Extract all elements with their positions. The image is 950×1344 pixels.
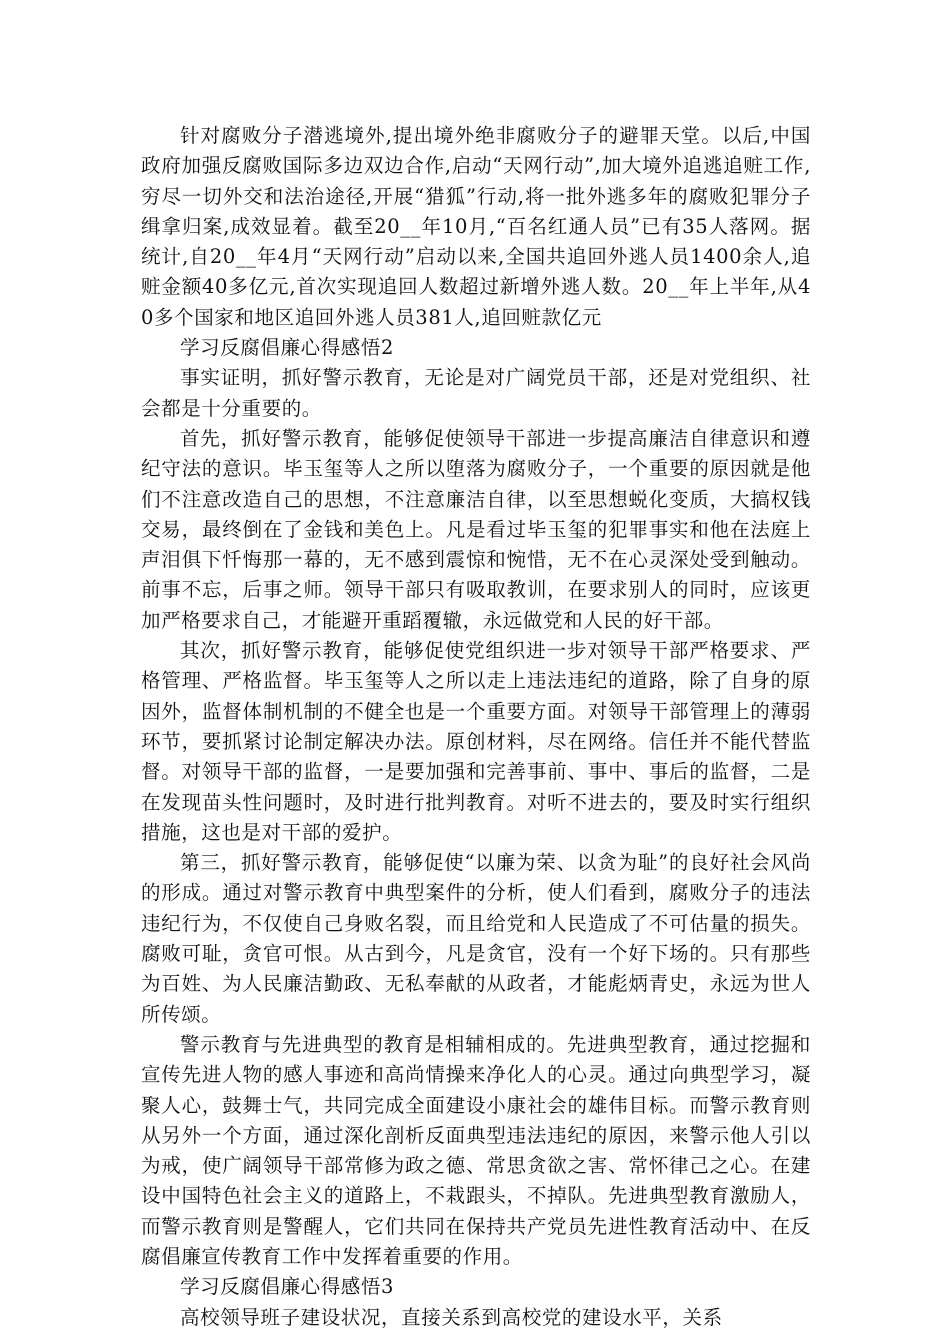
section-heading-2: 学习反腐倡廉心得感悟2 — [180, 336, 395, 360]
document-body — [141, 121, 811, 1333]
paragraph-university-leadership: 高校领导班子建设状况，直接关系到高校党的建设水平，关系 — [180, 1305, 723, 1329]
section-heading-3: 学习反腐倡廉心得感悟3 — [180, 1275, 395, 1299]
paragraph-second: 其次，抓好警示教育，能够促使党组织进一步对领导干部严格要求、严格管理、严格监督。毕玉玺等人之所以走上违法违纪的道路，除了自身的原因外，监督体制机制的不健全也是一个重要方面。对领导干部管理上的薄弱环节，要抓紧讨论制定解决办法。原创材料，尽在网络。信任并不能代替监督。对领导干部的监督，一是要加强和完善事前、事中、事后的监督，二是在发现苗头性问题时，及时进行批判教育。对听不进去的，要及时实行组织措施，这也是对干部的爱护。 — [141, 639, 811, 844]
paragraph-third: 第三，抓好警示教育，能够促使“以廉为荣、以贪为耻”的良好社会风尚的形成。通过对警示教育中典型案件的分析，使人们看到，腐败分子的违法违纪行为，不仅使自己身败名裂，而且给党和人民造成了不可估量的损失。腐败可耻，贪官可恨。从古到今，凡是贪官，没有一个好下场的。只有那些为百姓、为人民廉洁勤政、无私奉献的从政者，才能彪炳青史，永远为世人所传颂。 — [141, 851, 811, 1026]
paragraph-first: 首先，抓好警示教育，能够促使领导干部进一步提高廉洁自律意识和遵纪守法的意识。毕玉玺等人之所以堕落为腐败分子，一个重要的原因就是他们不注意改造自己的思想，不注意廉洁自律，以至思想蜕化变质，大搞权钱交易，最终倒在了金钱和美色上。凡是看过毕玉玺的犯罪事实和他在法庭上声泪俱下忏悔那一幕的，无不感到震惊和惋惜，无不在心灵深处受到触动。前事不忘，后事之师。领导干部只有吸取教训，在要求别人的同时，应该更加严格要求自己，才能避开重蹈覆辙，永远做党和人民的好干部。 — [141, 426, 811, 632]
paragraph-warning-education: 警示教育与先进典型的教育是相辅相成的。先进典型教育，通过挖掘和宣传先进人物的感人事迹和高尚情操来净化人的心灵。通过向典型学习，凝聚人心，鼓舞士气，共同完成全面建设小康社会的雄伟目标。而警示教育则从另外一个方面，通过深化剖析反面典型违法违纪的原因，来警示他人引以为戒，使广阔领导干部常修为政之德、常思贪欲之害、常怀律己之心。在建设中国特色社会主义的道路上，不栽跟头，不掉队。先进典型教育激励人，而警示教育则是警醒人，它们共同在保持共产党员先进性教育活动中、在反腐倡廉宣传教育工作中发挥着重要的作用。 — [141, 1032, 811, 1268]
paragraph-facts-prove: 事实证明，抓好警示教育，无论是对广阔党员干部，还是对党组织、社会都是十分重要的。 — [141, 366, 811, 420]
paragraph-overseas-fugitives: 针对腐败分子潜逃境外,提出境外绝非腐败分子的避罪天堂。以后,中国政府加强反腐败国际多边双边合作,启动“天网行动”,加大境外追逃追赃工作,穷尽一切外交和法治途径,开展“猎狐”行动,将一批外逃多年的腐败犯罪分子缉拿归案,成效显着。截至20__年10月,“百名红通人员”已有35人落网。据统计,自20__年4月“天网行动”启动以来,全国共追回外逃人员1400余人,追赃金额40多亿元,首次实现追回人数超过新增外逃人数。20__年上半年,从40多个国家和地区追回外逃人员381人,追回赃款亿元 — [141, 124, 811, 329]
